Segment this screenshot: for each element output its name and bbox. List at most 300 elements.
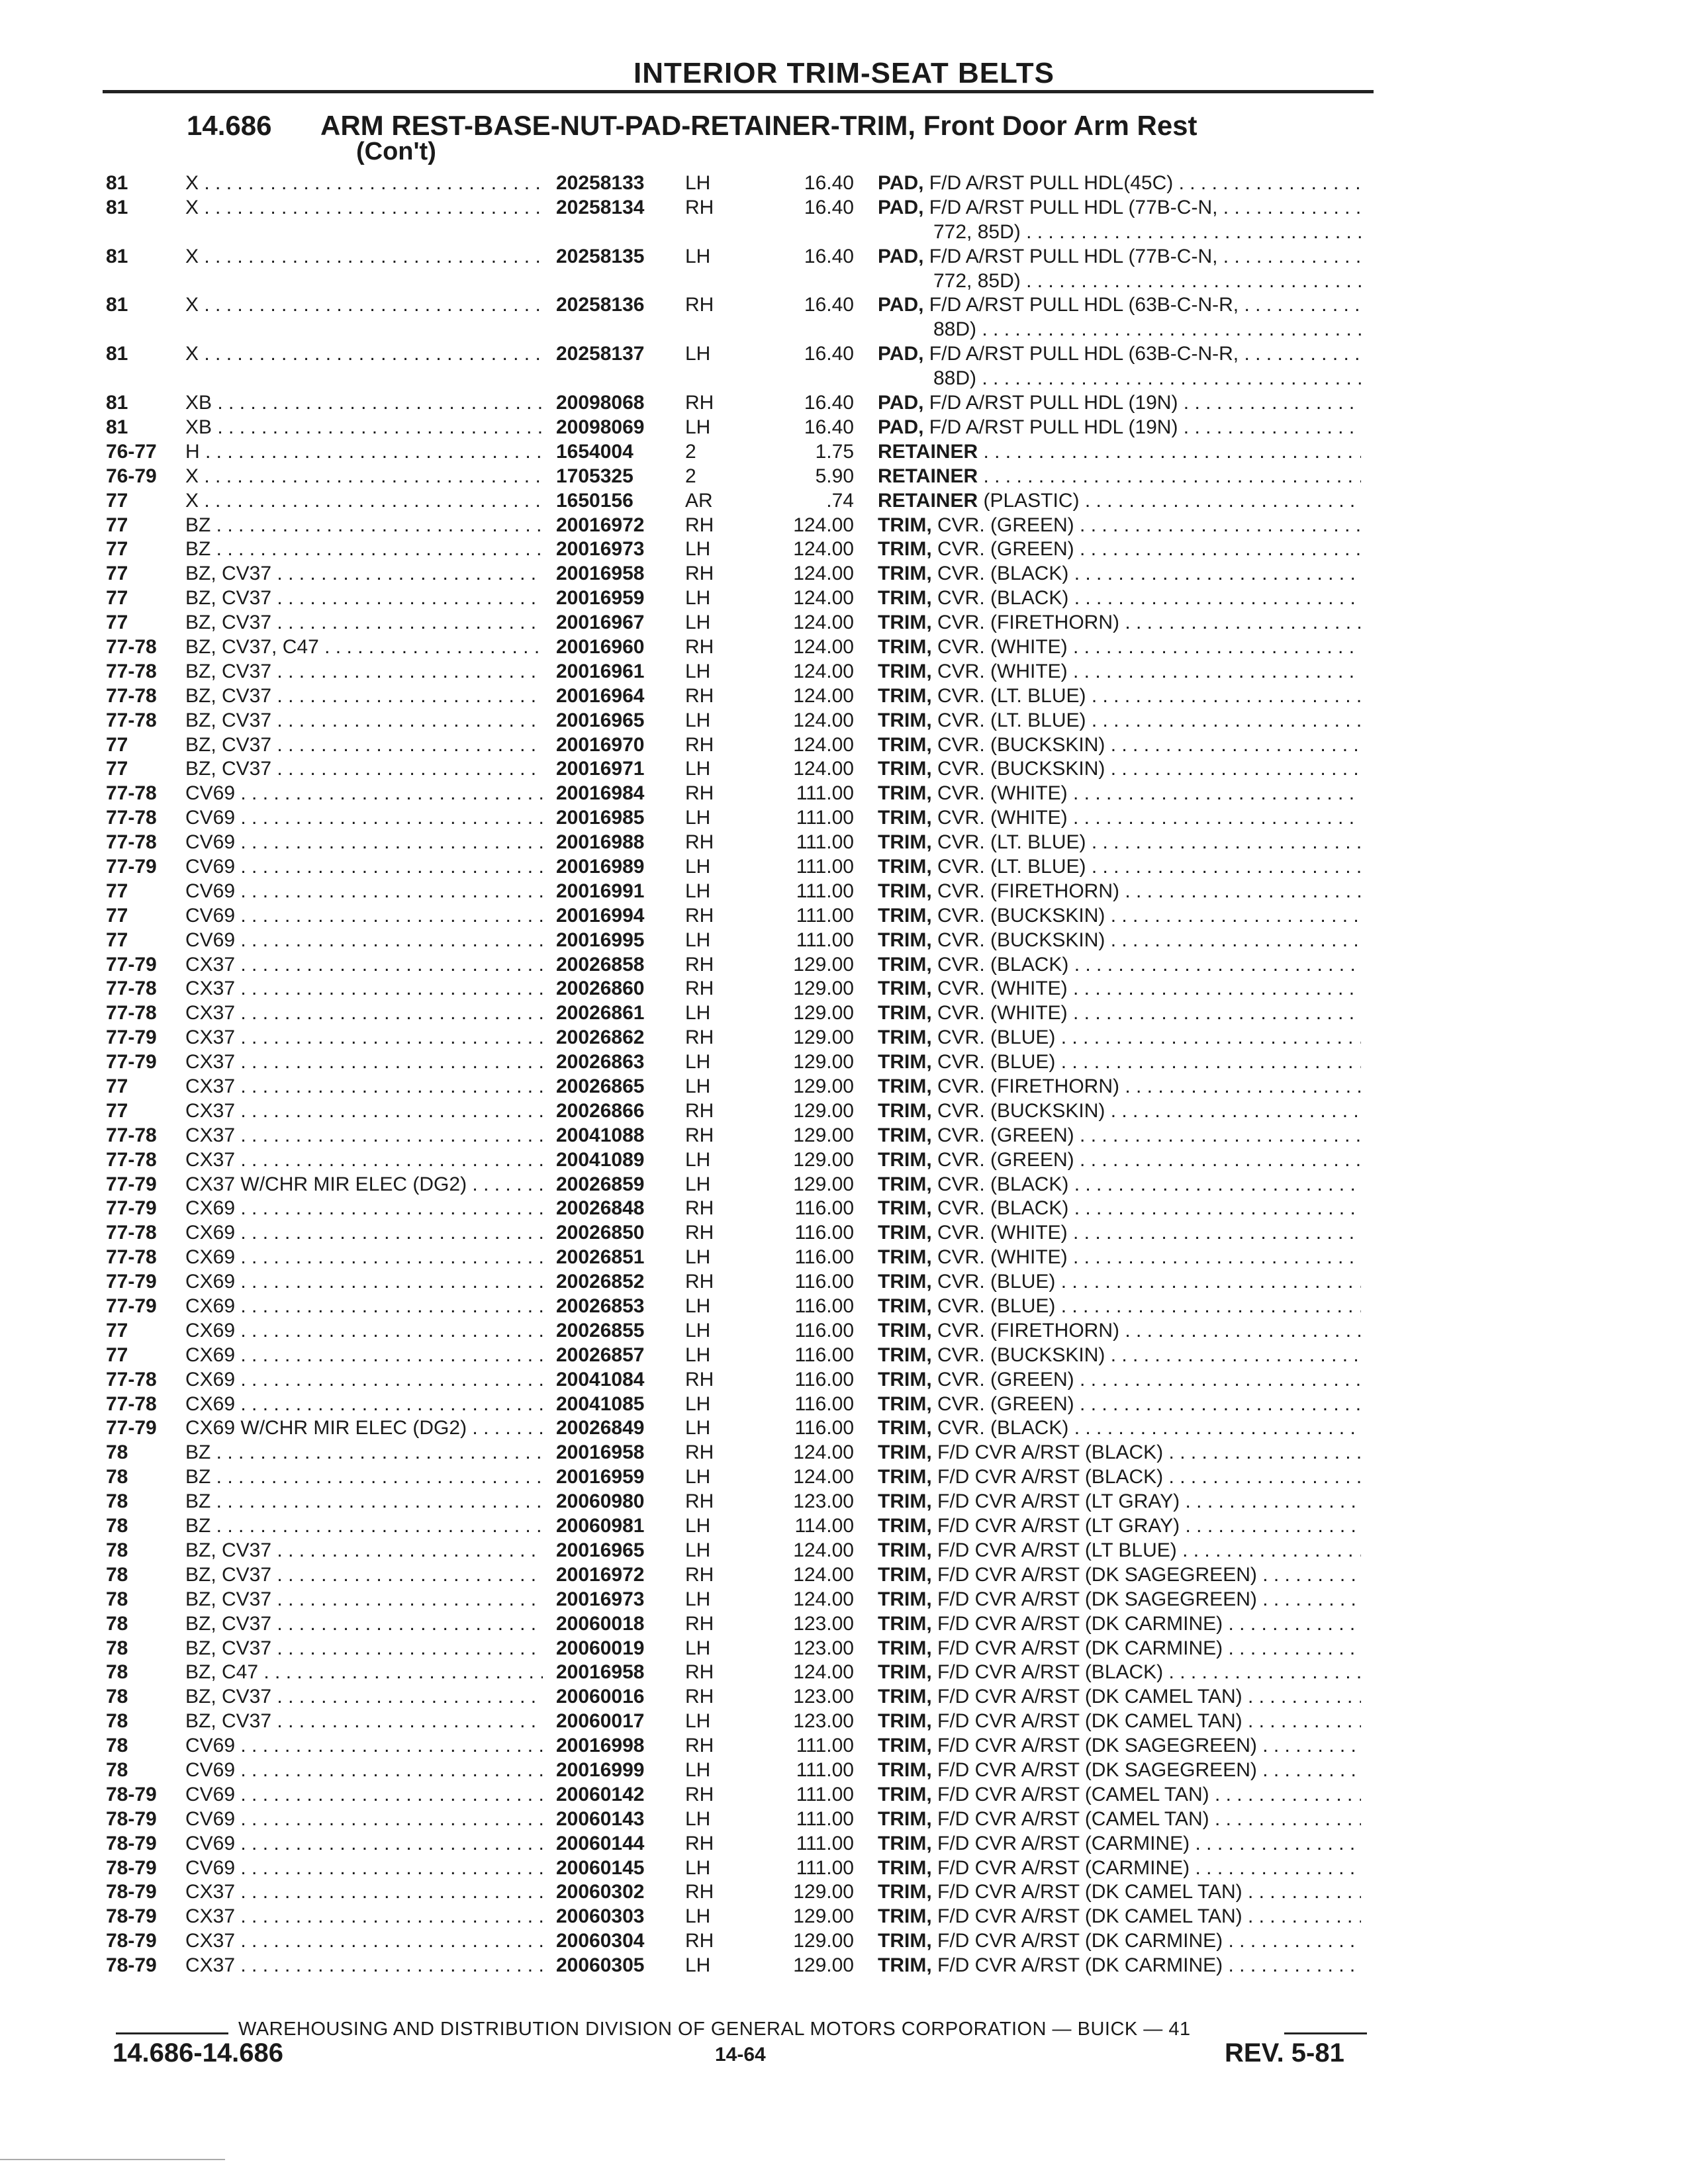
body-code: CX37 . . . (185, 1075, 543, 1098)
description-detail: CVR. (BLUE) (937, 1295, 1056, 1318)
parts-row (0, 1905, 1688, 1930)
model-year: 77-78 (106, 782, 157, 805)
description-keyword: TRIM, (878, 1075, 932, 1098)
part-number: 20016958 (556, 563, 645, 585)
description-keyword: PAD, (878, 172, 924, 194)
quantity-side: LH (685, 343, 711, 365)
model-year: 77-78 (106, 684, 157, 707)
description-keyword: PAD, (878, 196, 924, 218)
model-year: 78-79 (106, 1881, 157, 1903)
description-keyword: TRIM, (878, 1392, 932, 1415)
model-year: 77-78 (106, 635, 157, 658)
description-keyword: TRIM, (878, 978, 932, 1000)
description-keyword: TRIM, (878, 929, 932, 951)
price: 111.00 (796, 1856, 854, 1879)
price: 129.00 (793, 1881, 854, 1903)
description-detail: CVR. (FIRETHORN) (937, 880, 1119, 902)
part-number: 20016999 (556, 1758, 645, 1781)
description-detail: F/D CVR A/RST (BLACK) (937, 1441, 1164, 1464)
body-code: BZ . . . (185, 1441, 543, 1464)
body-code: CX69 . . . (185, 1320, 543, 1342)
quantity-side: LH (685, 1539, 711, 1561)
description (878, 1222, 1361, 1244)
part-number: 20016973 (556, 538, 645, 561)
description-detail: CVR. (BLUE) (937, 1051, 1056, 1073)
model-year: 77 (106, 538, 128, 561)
description-detail: CVR. (WHITE) (937, 1222, 1068, 1244)
description-detail: F/D A/RST PULL HDL (19N) (929, 392, 1178, 414)
model-year: 77-79 (106, 1295, 157, 1318)
description-detail: F/D A/RST PULL HDL (63B-C-N-R, (929, 294, 1239, 316)
part-number: 20016971 (556, 758, 645, 780)
description-detail: F/D CVR A/RST (DK SAGEGREEN) (937, 1588, 1257, 1610)
description-keyword: TRIM, (878, 1173, 932, 1195)
quantity-side: LH (685, 1148, 711, 1171)
quantity-side: RH (685, 1197, 714, 1220)
model-year: 78 (106, 1441, 128, 1464)
description (878, 1881, 1361, 1903)
price: 111.00 (796, 880, 854, 902)
description-keyword: TRIM, (878, 1368, 932, 1390)
part-number: 20060305 (556, 1954, 645, 1977)
model-year: 78-79 (106, 1954, 157, 1977)
parts-row (0, 1222, 1688, 1246)
description-keyword: RETAINER (878, 489, 978, 512)
footer-page-number: 14-64 (715, 2044, 766, 2066)
description-detail: F/D CVR A/RST (LT GRAY) (937, 1490, 1180, 1513)
description-detail: (PLASTIC) (983, 489, 1080, 512)
part-number: 20026866 (556, 1099, 645, 1122)
part-number: 20026850 (556, 1222, 645, 1244)
model-year: 77 (106, 587, 128, 610)
parts-row (0, 1075, 1688, 1100)
quantity-side: LH (685, 1295, 711, 1318)
body-code: BZ . . . (185, 1490, 543, 1513)
body-code: CV69 . . . (185, 1735, 543, 1757)
body-code: BZ, CV37 . . . (185, 1539, 543, 1562)
model-year: 78-79 (106, 1930, 157, 1952)
model-year: 77-78 (106, 660, 157, 682)
body-code: CX69 . . . (185, 1344, 543, 1367)
price: .74 (826, 489, 854, 512)
description (878, 465, 1361, 488)
model-year: 77-79 (106, 1271, 157, 1293)
price: 123.00 (793, 1710, 854, 1733)
price: 116.00 (794, 1271, 854, 1293)
parts-row (0, 1735, 1688, 1759)
price: 16.40 (804, 416, 854, 438)
description (878, 1173, 1361, 1196)
model-year: 77-78 (106, 1392, 157, 1415)
body-code: X . . . (185, 343, 543, 365)
description (878, 1026, 1361, 1049)
description (878, 294, 1361, 316)
part-number: 20060142 (556, 1783, 645, 1805)
description-keyword: TRIM, (878, 1026, 932, 1049)
body-code: CX69 . . . (185, 1197, 543, 1220)
quantity-side: LH (685, 758, 711, 780)
price: 129.00 (793, 1051, 854, 1073)
model-year: 77-78 (106, 978, 157, 1000)
description (878, 1490, 1361, 1513)
part-number: 20016965 (556, 1539, 645, 1561)
parts-row (0, 1661, 1688, 1686)
description-detail: F/D CVR A/RST (BLACK) (937, 1466, 1164, 1488)
price: 116.00 (794, 1343, 854, 1366)
quantity-side: LH (685, 880, 711, 902)
price: 111.00 (796, 1832, 854, 1854)
model-year: 77 (106, 563, 128, 585)
quantity-side: LH (685, 587, 711, 610)
description (878, 905, 1361, 927)
description (878, 1905, 1361, 1928)
price: 124.00 (793, 1563, 854, 1586)
part-number: 20026859 (556, 1173, 645, 1195)
model-year: 77 (106, 758, 128, 780)
description-keyword: TRIM, (878, 1466, 932, 1488)
description-keyword: TRIM, (878, 904, 932, 927)
description-detail: F/D CVR A/RST (DK CARMINE) (937, 1637, 1223, 1659)
quantity-side: LH (685, 1417, 711, 1439)
price: 129.00 (793, 978, 854, 1000)
part-number: 20060144 (556, 1832, 645, 1854)
part-number: 20098068 (556, 392, 645, 414)
description-detail: F/D CVR A/RST (DK CARMINE) (937, 1954, 1223, 1977)
description (878, 1051, 1361, 1073)
body-code: CX37 . . . (185, 1124, 543, 1147)
part-number: 20041088 (556, 1124, 645, 1146)
part-number: 20026853 (556, 1295, 645, 1318)
model-year: 81 (106, 196, 128, 218)
parts-row (0, 1881, 1688, 1905)
description-detail: CVR. (FIRETHORN) (937, 1319, 1119, 1342)
price: 116.00 (794, 1197, 854, 1220)
description (878, 1613, 1361, 1635)
part-number: 20041084 (556, 1368, 645, 1390)
description-detail: CVR. (BUCKSKIN) (937, 1099, 1105, 1122)
description-detail: CVR. (BUCKSKIN) (937, 929, 1105, 951)
body-code: BZ, CV37 . . . (185, 1637, 543, 1660)
description-detail: F/D CVR A/RST (LT GRAY) (937, 1515, 1180, 1537)
price: 129.00 (793, 1026, 854, 1049)
model-year: 78-79 (106, 1783, 157, 1805)
price: 116.00 (794, 1319, 854, 1342)
part-number: 20026863 (556, 1051, 645, 1073)
body-code: CX69 . . . (185, 1369, 543, 1391)
description (878, 831, 1361, 854)
part-number: 1705325 (556, 465, 633, 487)
quantity-side: RH (685, 904, 714, 927)
description-keyword: TRIM, (878, 1832, 932, 1854)
body-code: CV69 . . . (185, 1808, 543, 1831)
description-keyword: TRIM, (878, 1783, 932, 1805)
part-number: 20016961 (556, 660, 645, 682)
footer-section-range: 14.686-14.686 (113, 2038, 284, 2068)
price: 123.00 (793, 1490, 854, 1513)
description-detail: CVR. (FIRETHORN) (937, 612, 1119, 634)
price: 124.00 (793, 635, 854, 658)
body-code: H . . . (185, 441, 543, 463)
model-year: 78 (106, 1612, 128, 1635)
title-rule (103, 90, 1374, 93)
quantity-side: LH (685, 660, 711, 682)
price: 124.00 (793, 684, 854, 707)
description (878, 1441, 1361, 1464)
footer-rule-left (116, 2032, 228, 2034)
price: 116.00 (794, 1392, 854, 1415)
part-number: 20258133 (556, 172, 645, 194)
description-keyword: PAD, (878, 416, 924, 438)
description-detail: F/D A/RST PULL HDL (77B-C-N, (929, 196, 1218, 218)
description-detail: CVR. (BLACK) (937, 1173, 1069, 1195)
description-keyword: TRIM, (878, 1856, 932, 1879)
part-number: 1650156 (556, 489, 633, 512)
body-code: CV69 . . . (185, 807, 543, 829)
body-code: CX69 . . . (185, 1222, 543, 1244)
quantity-side: RH (685, 1222, 714, 1244)
quantity-side: RH (685, 1930, 714, 1952)
price: 124.00 (793, 758, 854, 780)
model-year: 77 (106, 929, 128, 951)
price: 124.00 (793, 1661, 854, 1684)
price: 116.00 (794, 1368, 854, 1390)
body-code: X . . . (185, 490, 543, 512)
part-number: 20016985 (556, 807, 645, 829)
model-year: 78 (106, 1515, 128, 1537)
description-keyword: TRIM, (878, 1954, 932, 1977)
model-year: 77-78 (106, 1148, 157, 1171)
description-keyword: TRIM, (878, 1686, 932, 1708)
body-code: CX69 . . . (185, 1393, 543, 1416)
quantity-side: RH (685, 1271, 714, 1293)
model-year: 78-79 (106, 1832, 157, 1854)
body-code: BZ, CV37 . . . (185, 734, 543, 756)
description (878, 1735, 1361, 1757)
parts-row (0, 978, 1688, 1002)
body-code: X . . . (185, 197, 543, 219)
description-keyword: TRIM, (878, 1295, 932, 1318)
part-number: 20016984 (556, 782, 645, 805)
part-number: 20016989 (556, 856, 645, 878)
part-number: 20258134 (556, 196, 645, 218)
quantity-side: LH (685, 1002, 711, 1024)
description-continued: 88D) . . . (933, 367, 1361, 390)
price: 123.00 (793, 1637, 854, 1659)
body-code: XB . . . (185, 416, 543, 439)
quantity-side: RH (685, 1661, 714, 1684)
description (878, 1369, 1361, 1391)
description-keyword: TRIM, (878, 953, 932, 976)
parts-row (0, 490, 1688, 514)
quantity-side: AR (685, 489, 713, 512)
quantity-side: RH (685, 1612, 714, 1635)
parts-row (0, 1613, 1688, 1637)
parts-row (0, 1441, 1688, 1466)
parts-row (0, 929, 1688, 954)
description-detail: CVR. (BUCKSKIN) (937, 758, 1105, 780)
price: 111.00 (796, 1758, 854, 1781)
body-code: CX37 . . . (185, 1954, 543, 1977)
parts-row (0, 782, 1688, 807)
description-detail: CVR. (WHITE) (937, 978, 1068, 1000)
body-code: CV69 . . . (185, 831, 543, 854)
parts-row (0, 246, 1688, 295)
description-keyword: TRIM, (878, 1148, 932, 1171)
description-keyword: TRIM, (878, 709, 932, 731)
description-detail: F/D CVR A/RST (BLACK) (937, 1661, 1164, 1684)
description (878, 978, 1361, 1000)
description-keyword: TRIM, (878, 1197, 932, 1220)
quantity-side: RH (685, 392, 714, 414)
body-code: CX37 . . . (185, 1149, 543, 1171)
description-detail: F/D CVR A/RST (CARMINE) (937, 1856, 1190, 1879)
part-number: 20060019 (556, 1637, 645, 1659)
description (878, 1124, 1361, 1147)
quantity-side: LH (685, 1637, 711, 1659)
description (878, 1637, 1361, 1660)
description-detail: CVR. (BLACK) (937, 1197, 1069, 1220)
price: 123.00 (793, 1686, 854, 1708)
price: 124.00 (793, 733, 854, 756)
quantity-side: RH (685, 831, 714, 854)
model-year: 78 (106, 1758, 128, 1781)
description (878, 1710, 1361, 1733)
part-number: 20016970 (556, 733, 645, 756)
description (878, 1271, 1361, 1293)
price: 111.00 (796, 904, 854, 927)
parts-row (0, 343, 1688, 392)
quantity-side: RH (685, 1832, 714, 1854)
description-detail: CVR. (BLACK) (937, 953, 1069, 976)
parts-row (0, 538, 1688, 563)
quantity-side: LH (685, 1710, 711, 1733)
model-year: 77 (106, 1343, 128, 1366)
description (878, 1564, 1361, 1586)
description-keyword: TRIM, (878, 1124, 932, 1146)
parts-row (0, 1833, 1688, 1857)
body-code: CV69 . . . (185, 782, 543, 805)
price: 116.00 (794, 1246, 854, 1269)
price: 124.00 (793, 538, 854, 561)
model-year: 78-79 (106, 1856, 157, 1879)
description-keyword: TRIM, (878, 1051, 932, 1073)
quantity-side: LH (685, 1515, 711, 1537)
description (878, 1784, 1361, 1806)
quantity-side: LH (685, 1758, 711, 1781)
part-number: 20016972 (556, 514, 645, 536)
body-code: CX69 W/CHR MIR ELEC (DG2) . . . (185, 1417, 543, 1439)
part-number: 20026851 (556, 1246, 645, 1269)
description-detail: CVR. (GREEN) (937, 1392, 1074, 1415)
description-detail: F/D A/RST PULL HDL(45C) (929, 172, 1174, 194)
description-detail: CVR. (GREEN) (937, 1124, 1074, 1146)
price: 124.00 (793, 1466, 854, 1488)
description-detail: CVR. (BUCKSKIN) (937, 904, 1105, 927)
model-year: 77-78 (106, 1222, 157, 1244)
parts-row (0, 294, 1688, 343)
parts-row (0, 1246, 1688, 1271)
description-keyword: TRIM, (878, 538, 932, 561)
description (878, 1197, 1361, 1220)
parts-row (0, 709, 1688, 734)
body-code: CX69 . . . (185, 1246, 543, 1269)
body-code: CX37 W/CHR MIR ELEC (DG2) . . . (185, 1173, 543, 1196)
model-year: 76-77 (106, 440, 157, 463)
part-number: 20258137 (556, 343, 645, 365)
parts-row (0, 1588, 1688, 1613)
description-detail: F/D CVR A/RST (CAMEL TAN) (937, 1783, 1209, 1805)
description-detail: CVR. (BLACK) (937, 587, 1069, 610)
footer-revision: REV. 5-81 (1225, 2038, 1344, 2068)
parts-row (0, 1930, 1688, 1954)
quantity-side: LH (685, 1954, 711, 1977)
model-year: 77-78 (106, 709, 157, 731)
parts-row (0, 1002, 1688, 1026)
model-year: 81 (106, 172, 128, 194)
quantity-side: LH (685, 1173, 711, 1195)
price: 16.40 (804, 294, 854, 316)
description-detail: F/D CVR A/RST (DK SAGEGREEN) (937, 1735, 1257, 1757)
quantity-side: LH (685, 612, 711, 634)
parts-row (0, 587, 1688, 612)
description-detail: F/D CVR A/RST (DK CARMINE) (937, 1930, 1223, 1952)
description (878, 1686, 1361, 1708)
description-detail: F/D A/RST PULL HDL (77B-C-N, (929, 245, 1218, 267)
section-subtitle: (Con't) (356, 138, 436, 165)
model-year: 77-78 (106, 831, 157, 854)
price: 111.00 (796, 1783, 854, 1805)
part-number: 20026852 (556, 1271, 645, 1293)
price: 124.00 (793, 1588, 854, 1610)
description-keyword: TRIM, (878, 1319, 932, 1342)
model-year: 78-79 (106, 1807, 157, 1830)
description-detail: CVR. (FIRETHORN) (937, 1075, 1119, 1098)
price: 116.00 (794, 1295, 854, 1318)
price: 124.00 (793, 660, 854, 682)
description (878, 1295, 1361, 1318)
parts-row (0, 441, 1688, 465)
description (878, 1417, 1361, 1439)
quantity-side: RH (685, 684, 714, 707)
description-keyword: TRIM, (878, 880, 932, 902)
body-code: CX37 . . . (185, 954, 543, 976)
price: 124.00 (793, 1441, 854, 1464)
quantity-side: LH (685, 856, 711, 878)
quantity-side: RH (685, 514, 714, 536)
description-detail: F/D CVR A/RST (LT BLUE) (937, 1539, 1177, 1561)
part-number: 20060981 (556, 1515, 645, 1537)
model-year: 77-79 (106, 1026, 157, 1049)
part-number: 20026862 (556, 1026, 645, 1049)
body-code: CV69 . . . (185, 905, 543, 927)
body-code: BZ, CV37 . . . (185, 1686, 543, 1708)
part-number: 20026849 (556, 1417, 645, 1439)
description-detail: F/D CVR A/RST (CARMINE) (937, 1832, 1190, 1854)
model-year: 77-78 (106, 1124, 157, 1146)
parts-row (0, 1026, 1688, 1051)
quantity-side: LH (685, 929, 711, 951)
quantity-side: LH (685, 416, 711, 438)
model-year: 78 (106, 1466, 128, 1488)
quantity-side: LH (685, 1807, 711, 1830)
model-year: 77 (106, 1099, 128, 1122)
quantity-side: LH (685, 1392, 711, 1415)
description-detail: CVR. (WHITE) (937, 1246, 1068, 1269)
price: 124.00 (793, 612, 854, 634)
description (878, 514, 1361, 537)
model-year: 77-79 (106, 856, 157, 878)
price: 116.00 (794, 1417, 854, 1439)
